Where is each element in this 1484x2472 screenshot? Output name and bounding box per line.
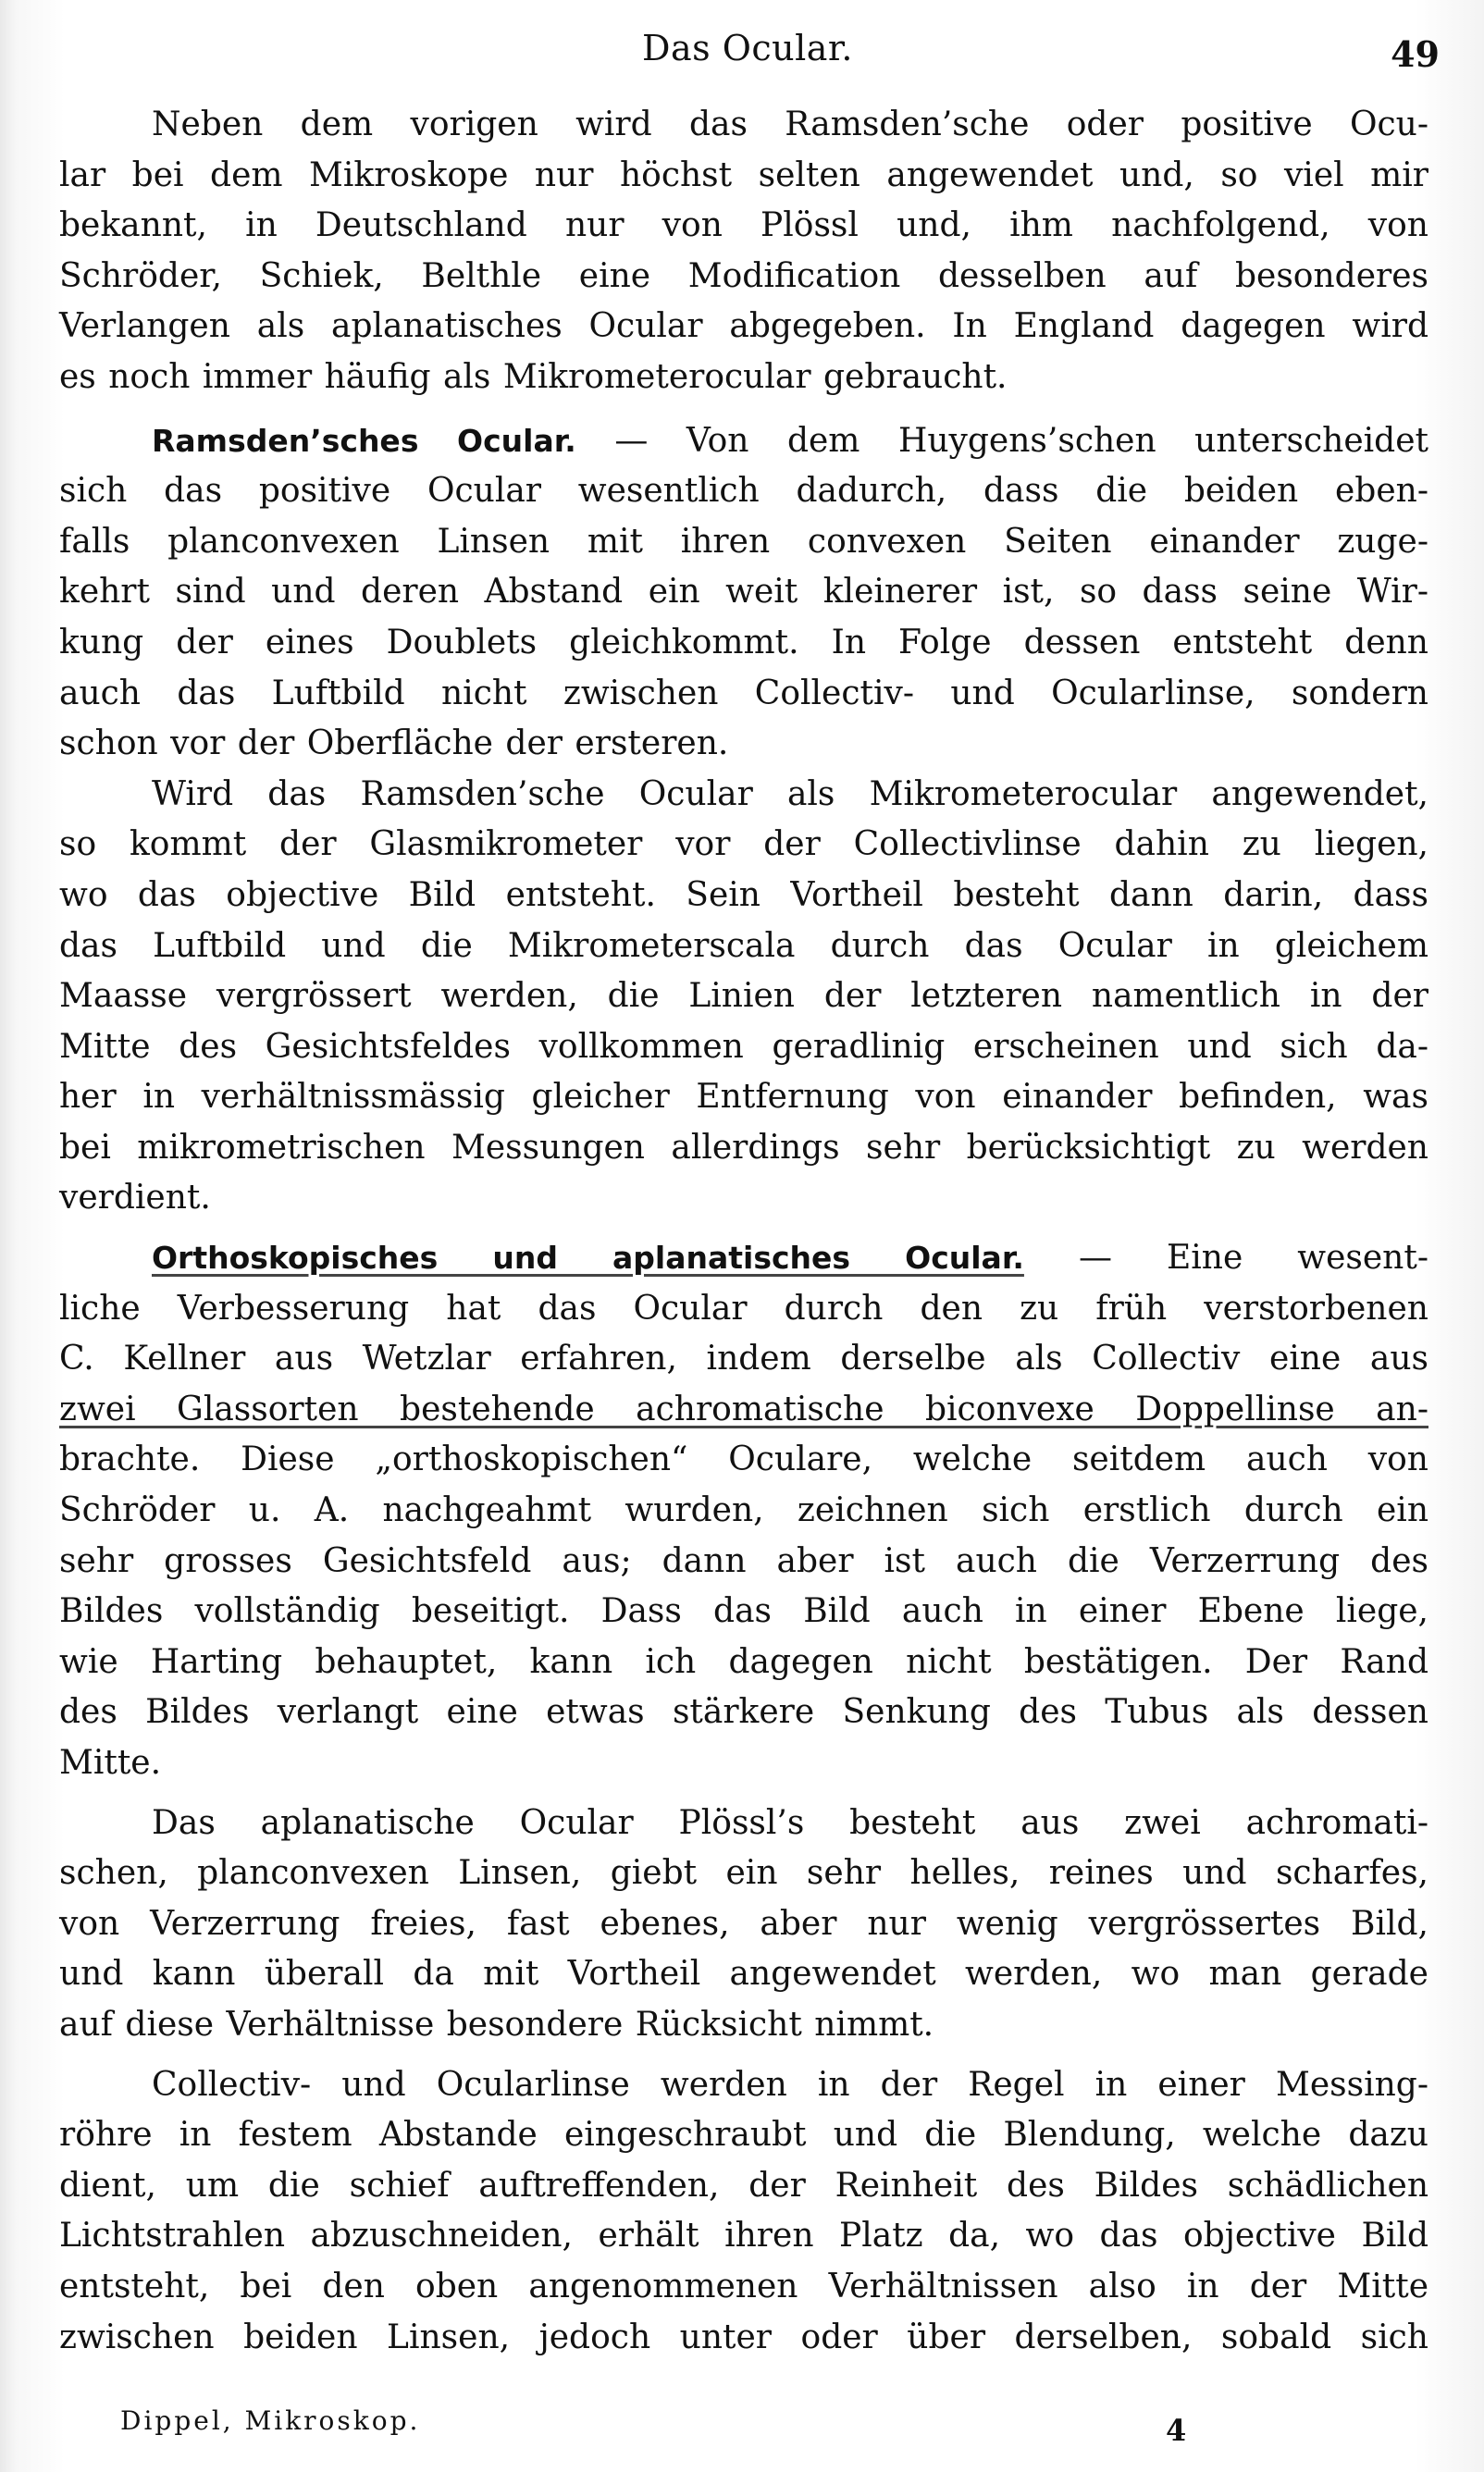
text-line: auch das Luftbild nicht zwischen Collectiv- und Ocularlinse, sondern: [59, 674, 1428, 712]
text-line: C. Kellner aus Wetzlar erfahren, indem derselbe als Collectiv eine aus: [59, 1340, 1428, 1378]
text-line: es noch immer häufig als Mikrometerocular gebraucht.: [59, 357, 1008, 396]
text-line: lar bei dem Mikroskope nur höchst selten angewendet und, so viel mir: [59, 155, 1428, 194]
paragraph-ramsden-ocular: [59, 416, 1428, 770]
text-line: von Verzerrung freies, fast ebenes, aber nur wenig vergrössertes Bild,: [59, 1904, 1428, 1943]
text-line: sehr grosses Gesichtsfeld aus; dann aber ist auch die Verzerrung des: [59, 1541, 1428, 1580]
text-line: kehrt sind und deren Abstand ein weit kleinerer ist, so dass seine Wir-: [59, 573, 1428, 612]
page-footer: [120, 2405, 1440, 2461]
text-line: entsteht, bei den oben angenommenen Verhältnissen also in der Mitte: [59, 2267, 1428, 2305]
text-line: her in verhältnissmässig gleicher Entfernung von einander befinden, was: [59, 1078, 1428, 1117]
text-line: Maasse vergrössert werden, die Linien der letzteren namentlich in der: [59, 977, 1428, 1016]
text-line: liche Verbesserung hat das Ocular durch den zu früh verstorbenen: [59, 1289, 1428, 1328]
text-line: zwischen beiden Linsen, jedoch unter oder über derselben, sobald sich: [59, 2318, 1428, 2356]
paragraph-orthoskopisch: [59, 1233, 1428, 1789]
paragraph-micrometer: [59, 770, 1428, 1224]
page-number: 49: [1391, 33, 1440, 75]
text-line: wie Harting behauptet, kann ich dagegen nicht bestätigen. Der Rand: [59, 1642, 1428, 1681]
text-line: [59, 1233, 1428, 1284]
text-line: und kann überall da mit Vortheil angewendet werden, wo man gerade: [59, 1955, 1428, 1994]
underlined-text-line: zwei Glassorten bestehende achromatische biconvexe Doppellinse an-: [59, 1390, 1428, 1428]
text-line: Schröder u. A. nachgeahmt wurden, zeichnen sich erstlich durch ein: [59, 1491, 1428, 1530]
text-line: Lichtstrahlen abzuschneiden, erhält ihren Platz da, wo das objective Bild: [59, 2217, 1428, 2256]
text-line: schen, planconvexen Linsen, giebt ein sehr helles, reines und scharfes,: [59, 1854, 1428, 1893]
signature-mark: 4: [1166, 2413, 1187, 2448]
text-line: kung der eines Doublets gleichkommt. In Folge dessen entsteht denn: [59, 623, 1428, 661]
text-line: Collectiv- und Ocularlinse werden in der Regel in einer Messing-: [152, 2065, 1428, 2104]
text-line: [59, 416, 1428, 467]
text-line: Bildes vollständig beseitigt. Dass das Bild auch in einer Ebene liege,: [59, 1592, 1428, 1631]
text-line: dient, um die schief auftreffenden, der Reinheit des Bildes schädlichen: [59, 2166, 1428, 2205]
text-line: falls planconvexen Linsen mit ihren convexen Seiten einander zuge-: [59, 522, 1428, 561]
page-body: [59, 100, 1428, 2363]
paragraph-messingroehre: [59, 2060, 1428, 2364]
text-line: röhre in festem Abstande eingeschraubt und die Blendung, welche dazu: [59, 2116, 1428, 2155]
text-line: bei mikrometrischen Messungen allerdings sehr berücksichtigt zu werden: [59, 1128, 1428, 1167]
text-line: auf diese Verhältnisse besondere Rücksicht nimmt.: [59, 2005, 934, 2044]
section-heading-orthoskopisch: Orthoskopisches und aplanatisches Ocular.: [152, 1240, 1024, 1277]
text-line: Neben dem vorigen wird das Ramsden’sche oder positive Ocu-: [152, 105, 1428, 143]
heading-continuation: — Von dem Huygens’schen unterscheidet: [575, 421, 1428, 460]
text-line: Wird das Ramsden’sche Ocular als Mikrometerocular angewendet,: [152, 774, 1428, 813]
text-line: wo das objective Bild entsteht. Sein Vortheil besteht dann darin, dass: [59, 875, 1428, 914]
text-line: schon vor der Oberfläche der ersteren.: [59, 724, 729, 763]
text-line: brachte. Diese „orthoskopischen“ Oculare, welche seitdem auch von: [59, 1440, 1428, 1479]
paragraph-aplanatisch: [59, 1798, 1428, 2051]
text-line: Mitte.: [59, 1744, 162, 1782]
heading-continuation: — Eine wesent-: [1023, 1239, 1428, 1278]
text-line: Mitte des Gesichtsfeldes vollkommen geradlinig erscheinen und sich da-: [59, 1027, 1428, 1066]
text-line: Verlangen als aplanatisches Ocular abgegeben. In England dagegen wird: [59, 307, 1428, 346]
text-line: das Luftbild und die Mikrometerscala durch das Ocular in gleichem: [59, 926, 1428, 965]
text-line: verdient.: [59, 1179, 211, 1217]
text-line: sich das positive Ocular wesentlich dadurch, dass die beiden eben-: [59, 472, 1428, 511]
text-line: des Bildes verlangt eine etwas stärkere Senkung des Tubus als dessen: [59, 1693, 1428, 1732]
paragraph-ramsden-intro: [59, 100, 1428, 403]
section-heading-ramsden: Ramsden’sches Ocular.: [152, 422, 576, 459]
text-line: so kommt der Glasmikrometer vor der Collectivlinse dahin zu liegen,: [59, 825, 1428, 864]
footer-author: Dippel, Mikroskop.: [120, 2405, 421, 2436]
page-header: [56, 17, 1440, 91]
text-line: Schröder, Schiek, Belthle eine Modification desselben auf besonderes: [59, 256, 1428, 295]
text-line: bekannt, in Deutschland nur von Plössl und, ihm nachfolgend, von: [59, 206, 1428, 245]
running-title: Das Ocular.: [642, 28, 853, 68]
text-line: Das aplanatische Ocular Plössl’s besteht aus zwei achromati-: [152, 1803, 1428, 1842]
